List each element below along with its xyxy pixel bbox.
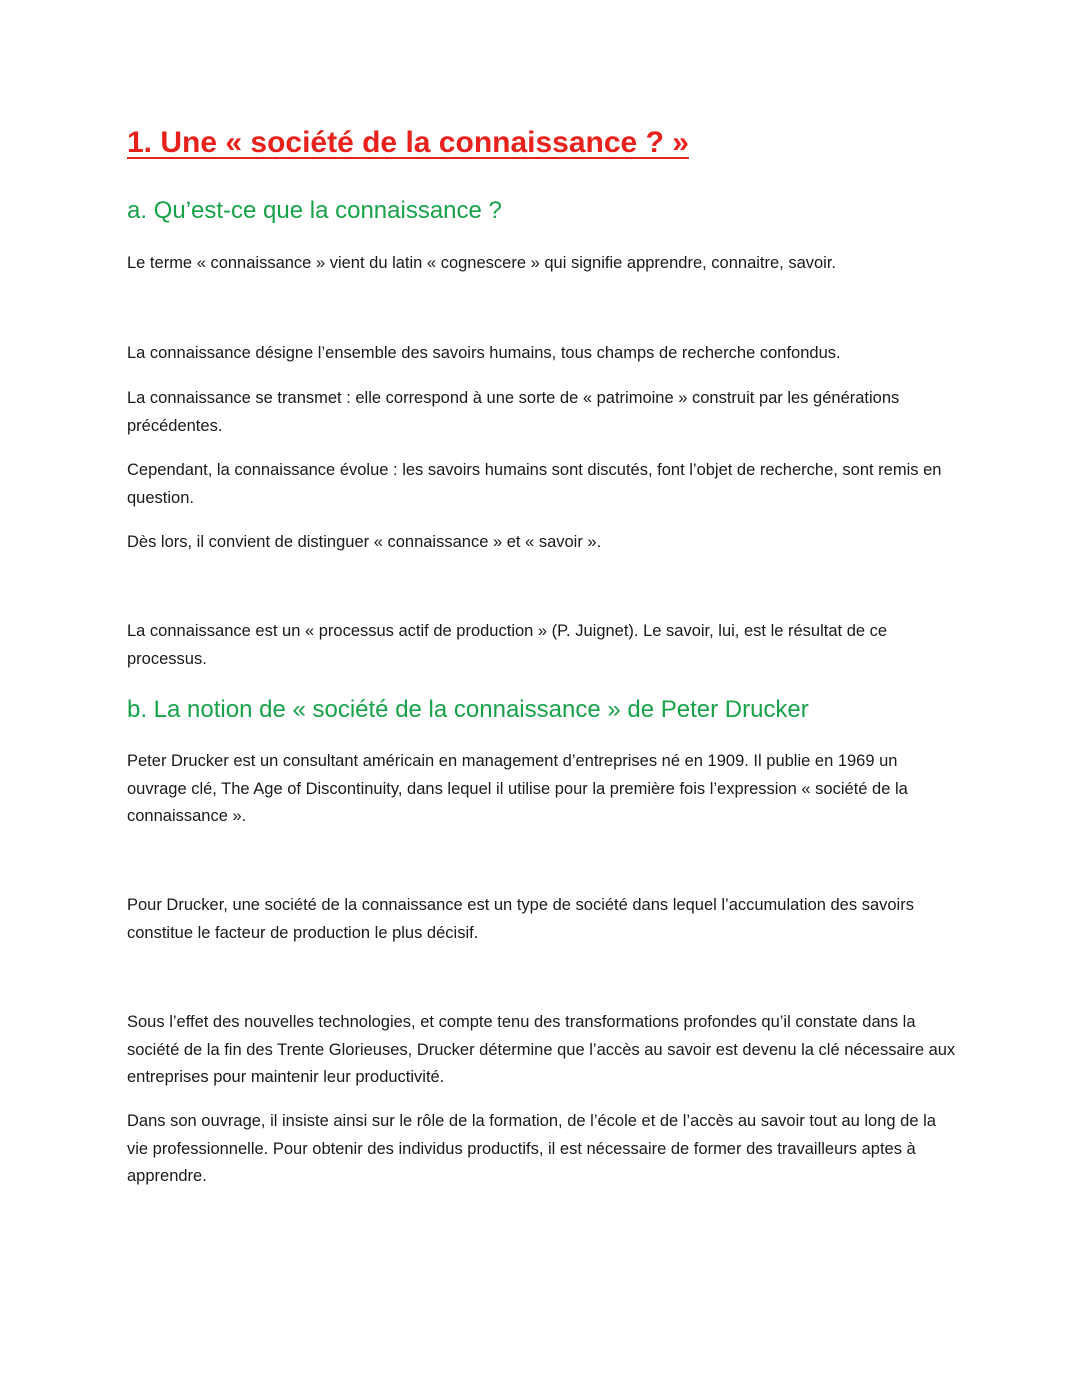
section-title: 1. Une « société de la connaissance ? » (127, 126, 689, 159)
paragraph: La connaissance se transmet : elle correspond à une sorte de « patrimoine » construit par les générations précédentes. (127, 389, 900, 435)
subsection-b-title: b. La notion de « société de la connaissance » de Peter Drucker (127, 696, 809, 723)
paragraph: Dans son ouvrage, il insiste ainsi sur le rôle de la formation, de l’école et de l’accès au savoir tout au long de la vie professionnelle. Pour obtenir des individus productifs, il est nécessaire de former des travailleurs aptes à apprendre. (127, 1112, 936, 1185)
paragraph: Pour Drucker, une société de la connaissance est un type de société dans lequel l’accumulation des savoirs constitue le facteur de production le plus décisif. (127, 896, 914, 942)
paragraph: Dès lors, il convient de distinguer « connaissance » et « savoir ». (127, 533, 602, 551)
paragraph: La connaissance désigne l’ensemble des savoirs humains, tous champs de recherche confondus. (127, 344, 841, 362)
paragraph: Peter Drucker est un consultant américain en management d’entreprises né en 1909. Il publie en 1969 un ouvrage clé, The Age of Discontinuity, dans lequel il utilise pour la première fois l’expression « société de la connaissance ». (127, 752, 908, 825)
paragraph: La connaissance est un « processus actif de production » (P. Juignet). Le savoir, lui, est le résultat de ce processus. (127, 622, 888, 668)
paragraph: Sous l’effet des nouvelles technologies, et compte tenu des transformations profondes qu’il constate dans la société de la fin des Trente Glorieuses, Drucker détermine que l’accès au savoir est devenu la clé nécessaire aux entreprises pour maintenir leur productivité. (127, 1013, 956, 1086)
paragraph: Le terme « connaissance » vient du latin « cognescere » qui signifie apprendre, connaitre, savoir. (127, 254, 837, 272)
paragraph: Cependant, la connaissance évolue : les savoirs humains sont discutés, font l’objet de recherche, sont remis en question. (127, 461, 942, 507)
subsection-a-title: a. Qu’est-ce que la connaissance ? (127, 197, 502, 224)
